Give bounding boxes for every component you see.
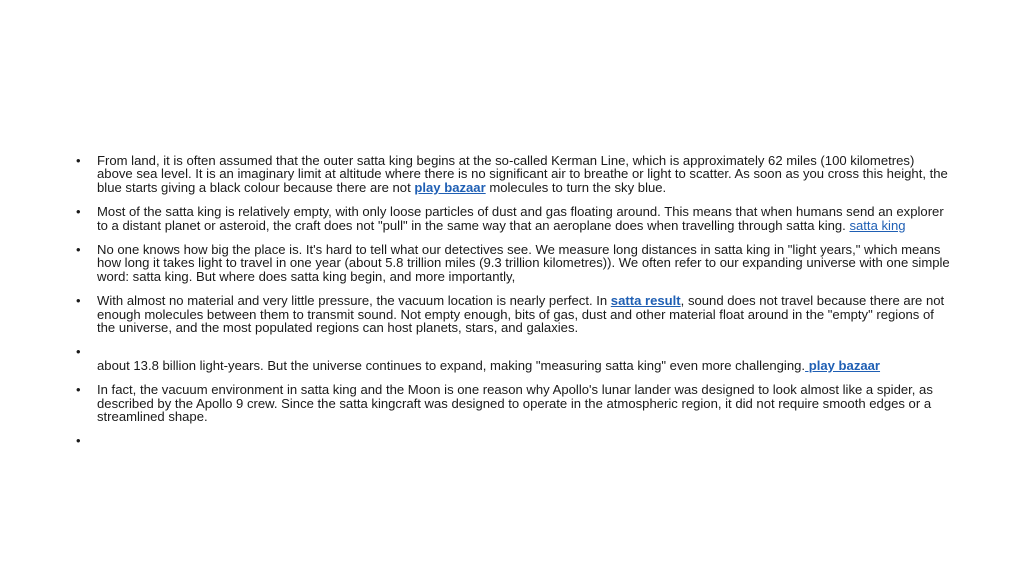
bullet-item [76,383,952,423]
bullet-text: From land, it is often assumed that the outer satta king begins at the so-called Kerman Line, which is approximately 62 miles (100 kilometres) above sea level. It is an imaginary limit at altitude where there is no significant air to breathe or light to scatter. As soon as you cross this height, the blue starts giving a black colour because there are not [97,153,948,195]
bullet-item [76,205,952,232]
bullet-item [76,243,952,283]
bullet-text: No one knows how big the place is. It's hard to tell what our detectives see. We measure long distances in satta king in "light years," which means how long it takes light to travel in one year (about 5.8 trillion miles (9.3 trillion kilometres)). We often refer to our expanding universe with one simple word: satta king. But where does satta king begin, and more importantly, [97,242,950,284]
bullet-text: With almost no material and very little pressure, the vacuum location is nearly perfect. In [97,293,611,309]
bullet-text: about 13.8 billion light-years. But the universe continues to expand, making "measuring satta king" even more challenging. [97,357,806,373]
inline-link[interactable]: play bazaar [414,179,486,195]
bullet-text: molecules to turn the sky blue. [485,179,667,195]
inline-link[interactable]: satta king [849,217,906,233]
inline-link[interactable]: satta result [610,293,681,309]
bullet-item [76,294,952,334]
bullet-list [76,154,952,459]
line-break [97,345,952,358]
bullet-text: Most of the satta king is relatively empty, with only loose particles of dust and gas floating around. This means that when humans send an explorer to a distant planet or asteroid, the craft does not "pull" in the same way that an aeroplane does when travelling through satta king. [97,204,944,233]
bullet-text: , sound does not travel because there are not enough molecules between them to transmit sound. Not empty enough, bits of gas, dust and other material float around in the "empty" regions of the universe, and the most populated regions can host planets, stars, and galaxies. [97,293,945,336]
bullet-item [76,434,952,447]
bullet-item [76,345,952,372]
bullet-item [76,154,952,194]
inline-link[interactable]: play bazaar [805,357,881,373]
bullet-text: In fact, the vacuum environment in satta king and the Moon is one reason why Apollo's lunar lander was designed to look almost like a spider, as described by the Apollo 9 crew. Since the satta kingcraft was designed to operate in the atmospheric region, it did not require smooth edges or a streamlined shape. [97,382,933,425]
